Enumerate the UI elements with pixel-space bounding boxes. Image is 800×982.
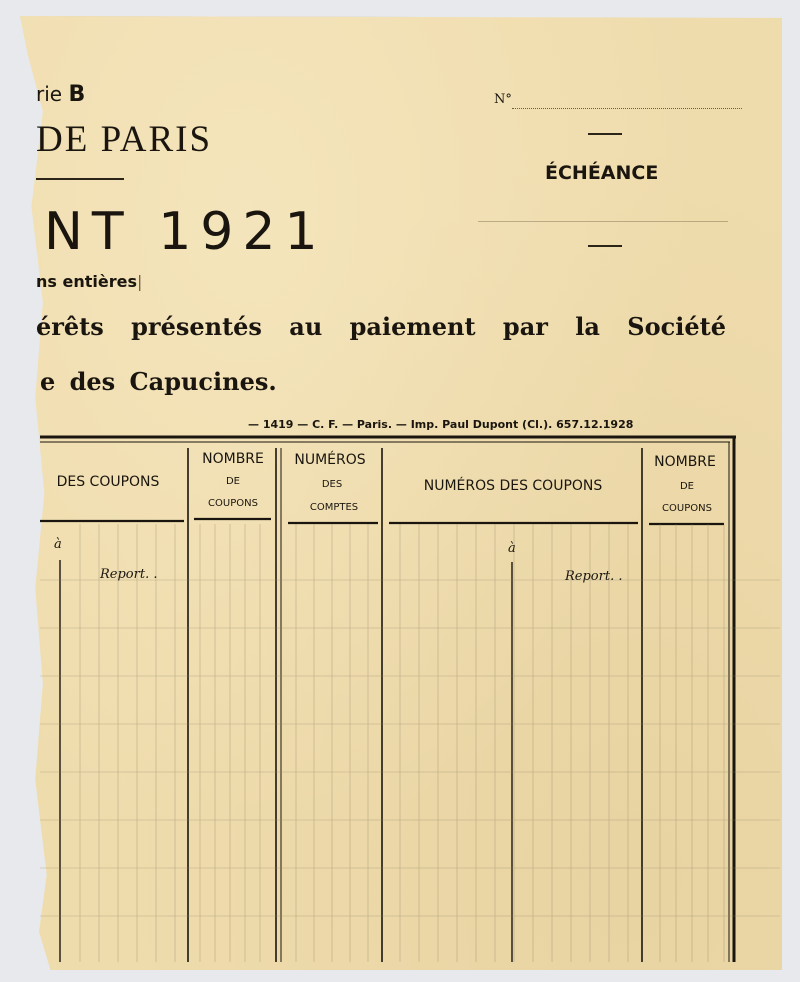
number-label: N° (494, 92, 512, 107)
header-des-comptes: DES (321, 479, 343, 490)
header-coupons-1: COUPONS (208, 498, 258, 509)
report-label-right: Report. . (565, 569, 623, 584)
echeance-label: ÉCHÉANCE (545, 162, 659, 184)
ruled-grid (40, 524, 780, 962)
description-line-2: e des Capucines. (40, 367, 277, 396)
subtitle: ns entières| (36, 272, 143, 291)
header-de-2: DE (679, 481, 695, 492)
header-des-coupons: DES COUPONS (56, 474, 160, 490)
serie-label: rie B (36, 82, 86, 107)
header-nombre-2: NOMBRE (654, 454, 716, 470)
document-title: DE PARIS (36, 119, 213, 160)
a-label-left: à (54, 537, 62, 552)
report-label-left: Report. . (100, 567, 158, 582)
header-de-1: DE (225, 476, 241, 487)
header-nombre-1: NOMBRE (202, 451, 264, 467)
description-line-1: érêts présentés au paiement par la Société (36, 312, 726, 341)
header-coupons-2: COUPONS (662, 503, 712, 514)
header-numeros-comptes: NUMÉROS (294, 452, 366, 468)
header-comptes: COMPTES (309, 502, 359, 513)
year-title: NT 1921 (44, 202, 327, 262)
printer-imprint: — 1419 — C. F. — Paris. — Imp. Paul Dupont (Cl.). 657.12.1928 (248, 418, 634, 431)
header-numeros-coupons: NUMÉROS DES COUPONS (423, 478, 603, 494)
a-label-right: à (508, 541, 516, 556)
